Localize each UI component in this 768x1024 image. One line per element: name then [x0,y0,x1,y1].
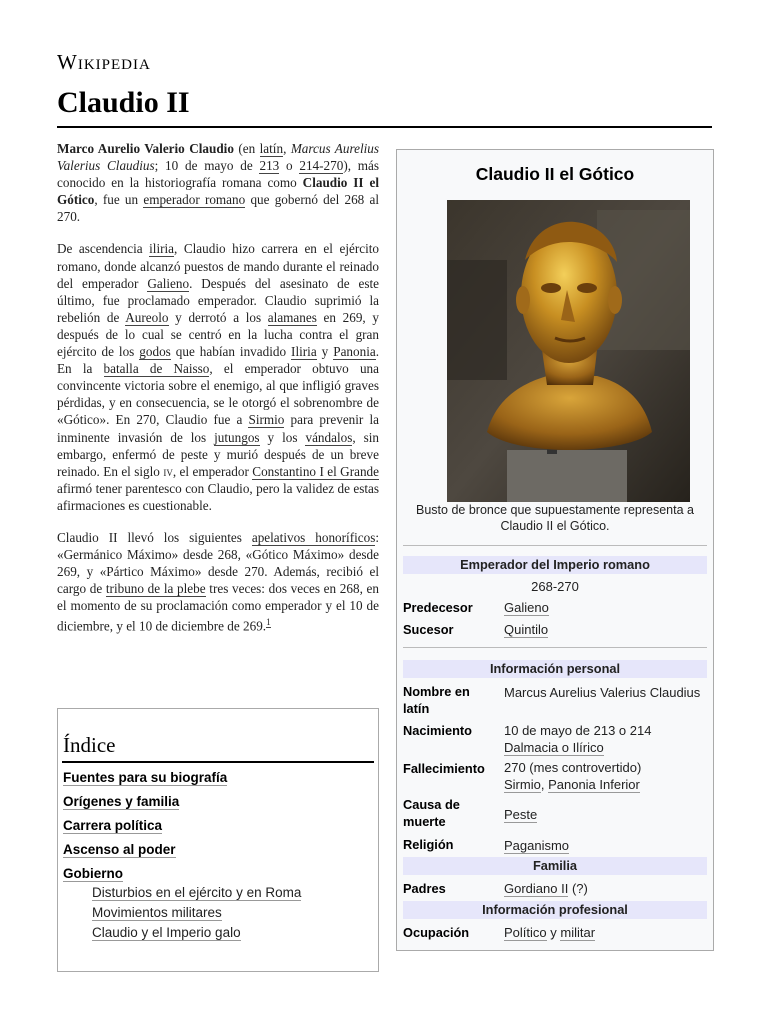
toc-item-carrera[interactable]: Carrera política [63,818,163,833]
section-header-profesional: Información profesional [403,901,707,919]
nacimiento-value [504,722,704,756]
article-body [57,140,379,650]
ocupacion-value: Político y militar [504,925,596,940]
predecesor-value [504,599,704,616]
padres-value: Gordiano II (?) [504,881,588,896]
religion-value [504,837,704,854]
link-iliria-2[interactable]: Iliria [291,344,317,360]
link-nacimiento-place[interactable]: Dalmacia o Ilírico [504,740,604,755]
link-213[interactable]: 213 [259,158,280,174]
century-numeral: iv [163,463,173,479]
section-header-familia: Familia [403,857,707,875]
toc-item-gobierno[interactable]: Gobierno [63,866,123,881]
link-tribuno[interactable]: tribuno de la plebe [105,581,206,597]
link-galieno[interactable]: Galieno [147,275,190,291]
fallecimiento-date: 270 (mes controvertido) [504,760,642,775]
subject-name: Marco Aurelio Valerio Claudio [57,141,234,156]
table-of-contents [57,708,379,972]
link-predecesor[interactable]: Galieno [504,600,549,615]
infobox [396,149,714,951]
link-sucesor[interactable]: Quintilo [504,622,549,637]
toc-item-fuentes[interactable]: Fuentes para su biografía [63,770,228,785]
religion-label: Religión [403,837,454,852]
toc-subitem-movimientos[interactable]: Movimientos militares [92,905,222,920]
link-peste[interactable]: Peste [504,807,538,822]
toc-item-ascenso[interactable]: Ascenso al poder [63,842,176,857]
link-iliria[interactable]: iliria [149,241,175,257]
titles-paragraph: Claudio II llevó los siguientes apelativos honoríficos: «Germánico Máximo» desde 268, «Gótico Máximo» desde 269, y «Pártico Máximo» desde 270. Además, recibió el cargo de tribuno de la plebe tres veces: dos veces en 268, en el momento de su proclamación como emperador y el 10 de diciembre, y el 10 de diciembre de 269.$^1$ [57,529,380,634]
link-militar[interactable]: militar [560,925,596,940]
link-constantino[interactable]: Constantino I el Grande [252,463,379,479]
link-latin[interactable]: latín [259,141,284,156]
infobox-separator [403,545,707,546]
page-title: Claudio II [57,86,190,119]
nacimiento-date: 10 de mayo de 213 o 214 [504,723,652,738]
link-sirmio[interactable]: Sirmio [248,412,285,428]
link-panonia[interactable]: Panonia [333,344,376,360]
fallecimiento-label: Fallecimiento [403,761,485,776]
link-214-270[interactable]: 214-270 [299,158,344,174]
link-batalla-naisso[interactable]: batalla de Naisso [103,361,210,377]
toc-list [63,768,301,943]
toc-subitem-imperio-galo[interactable]: Claudio y el Imperio galo [92,925,241,940]
latin-name: Marcus Aurelius Valerius Claudius [57,141,380,174]
bronze-bust-image[interactable] [447,200,690,502]
title-divider [57,126,712,128]
link-sirmio-infobox[interactable]: Sirmio [504,777,541,792]
causa-muerte-label: Causa de muerte [403,797,460,829]
fallecimiento-value: 270 (mes controvertido) Sirmio, Panonia Inferior [504,759,704,793]
sucesor-value [504,621,704,638]
section-header-emperador: Emperador del Imperio romano [403,556,707,574]
image-caption: Busto de bronce que supuestamente representa a Claudio II el Gótico. [416,503,694,533]
intro-paragraph: Marco Aurelio Valerio Claudio (en latín, Marcus Aurelius Valerius Claudius; 10 de mayo de 213 o 214-270), más conocido en la historiografía romana como Claudio II el Gótico, fue un emperador romano que gobernó del 268 al 270. [57,141,380,225]
predecesor-label: Predecesor [403,600,473,615]
subject-alias: Claudio II el Gótico [57,175,379,208]
link-politico[interactable]: Político [504,925,547,940]
nacimiento-label: Nacimiento [403,723,472,738]
link-aureolo[interactable]: Aureolo [125,309,169,325]
toc-title: Índice [63,733,116,757]
padres-label: Padres [403,881,446,896]
link-apelativos[interactable]: apelativos honoríficos [251,529,376,545]
toc-item-origenes[interactable]: Orígenes y familia [63,794,180,809]
sucesor-label: Sucesor [403,622,454,637]
toc-divider [62,761,374,763]
link-paganismo[interactable]: Paganismo [504,838,570,853]
causa-muerte-value [504,806,704,823]
reference-1[interactable]: 1 [266,617,271,628]
link-godos[interactable]: godos [139,344,171,360]
nombre-latin-label: Nombre en latín [403,684,470,716]
career-paragraph: De ascendencia iliria, Claudio hizo carrera en el ejército romano, donde alcanzó puestos de mando durante el reinado del emperador Galieno. Después del asesinato de este último, fue proclamado emperador. Claudio suprimió la rebelión de Aureolo y derrotó a los alamanes en 269, y después de lo cual se centró en la lucha contra el gran ejército de los godos que habían invadido Iliria y Panonia. En la batalla de Naisso, el emperador obtuvo una convincente victoria sobre el enemigo, al que infligió graves pérdidas, y en consecuencia, se le otorgó el sobrenombre de «Gótico». En 270, Claudio fue a Sirmio para prevenir la inminente invasión de los jutungos y los vándalos, sin embargo, enfermó de peste y murió después de un breve reinado. En el siglo iv, el emperador Constantino I el Grande afirmó tener parentesco con Claudio, pero la validez de estas afirmaciones es cuestionable. [57,241,380,513]
section-header-personal: Información personal [403,660,707,678]
link-vandalos[interactable]: vándalos [305,429,353,445]
nombre-latin-value: Marcus Aurelius Valerius Claudius [504,685,701,700]
ocupacion-label: Ocupación [403,925,470,940]
wikipedia-logo[interactable]: Wikipedia [57,50,151,74]
link-jutungos[interactable]: jutungos [214,429,260,445]
reign-years: 268-270 [531,579,579,594]
link-panonia-inferior[interactable]: Panonia Inferior [548,777,640,792]
infobox-separator [403,647,707,648]
infobox-title: Claudio II el Gótico [475,164,635,184]
link-emperador-romano[interactable]: emperador romano [143,192,246,208]
link-gordiano[interactable]: Gordiano II [504,881,569,896]
toc-subitem-disturbios[interactable]: Disturbios en el ejército y en Roma [92,885,302,900]
link-alamanes[interactable]: alamanes [267,309,317,325]
